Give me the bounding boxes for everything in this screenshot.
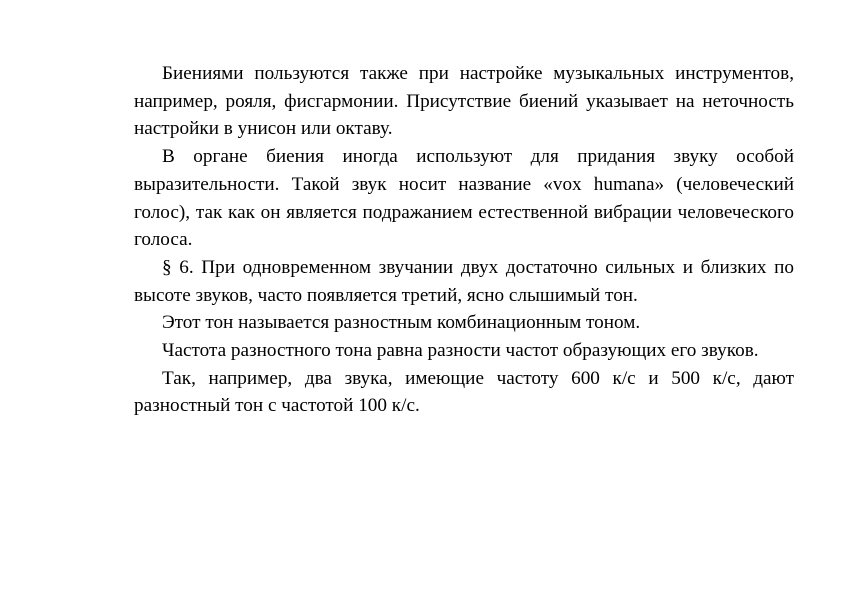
paragraph-example: Так, например, два звука, имеющие частоту 600 к/с и 500 к/с, дают разностный тон с частотой 100 к/с.	[134, 367, 794, 417]
paragraph-difference-tone: Этот тон называется разностным комбинационным тоном.	[162, 312, 641, 334]
paragraph-organ-vox-humana: В органе биения иногда используют для придания звуку особой выразительности. Такой звук носит название «vox humana» (человеческий голос), так как он является подражанием естественной вибрации человеческого голоса.	[134, 146, 794, 251]
paragraph-section-6: § 6. При одновременном звучании двух достаточно сильных и близких по высоте звуков, часто появляется третий, ясно слышимый тон.	[134, 256, 794, 306]
paragraph-frequency-rule: Частота разностного тона равна разности частот образующих его звуков.	[162, 340, 759, 362]
paragraph-beats-tuning: Биениями пользуются также при настройке музыкальных инструментов, например, рояля, фисгармонии. Присутствие биений указывает на неточность настройки в унисон или октаву.	[134, 63, 794, 140]
text-body	[134, 60, 794, 420]
